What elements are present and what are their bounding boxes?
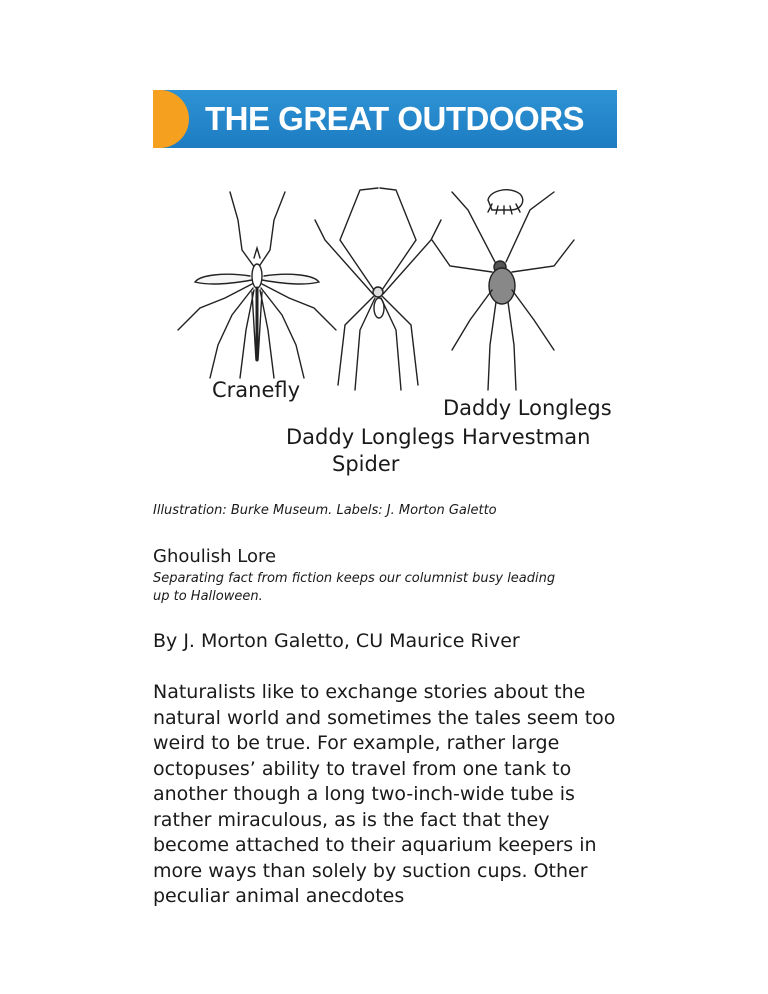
label-cranefly: Cranefly — [212, 378, 301, 402]
cranefly-drawing — [178, 192, 336, 378]
illustration-credit: Illustration: Burke Museum. Labels: J. Morton Galetto — [153, 503, 497, 518]
header-banner — [153, 90, 617, 148]
banner-title: THE GREAT OUTDOORS — [205, 100, 585, 137]
label-spider-line2: Spider — [332, 452, 400, 476]
label-harvestman-line2: Harvestman — [462, 425, 591, 449]
article-body: Naturalists like to exchange stories about the natural world and sometimes the tales seem too weird to be true. For example, rather large octopuses’ ability to travel from one tank to another though a long two-inch-wide tube is rather miraculous, as is the fact that they become attached to their aquarium keepers in more ways than solely by suction cups. Other peculiar animal anecdotes — [153, 681, 616, 907]
article-byline: By J. Morton Galetto, CU Maurice River — [153, 630, 520, 652]
label-spider-line1: Daddy Longlegs — [286, 425, 455, 449]
insect-illustration — [170, 180, 620, 395]
label-harvestman-line1: Daddy Longlegs — [443, 396, 612, 420]
spider-drawing — [315, 188, 441, 390]
article-subhead: Ghoulish Lore — [153, 546, 277, 567]
banner-orange-tab — [153, 90, 189, 148]
article-dek: Separating fact from fiction keeps our columnist busy leading up to Halloween. — [153, 571, 556, 604]
harvestman-drawing — [432, 190, 574, 390]
